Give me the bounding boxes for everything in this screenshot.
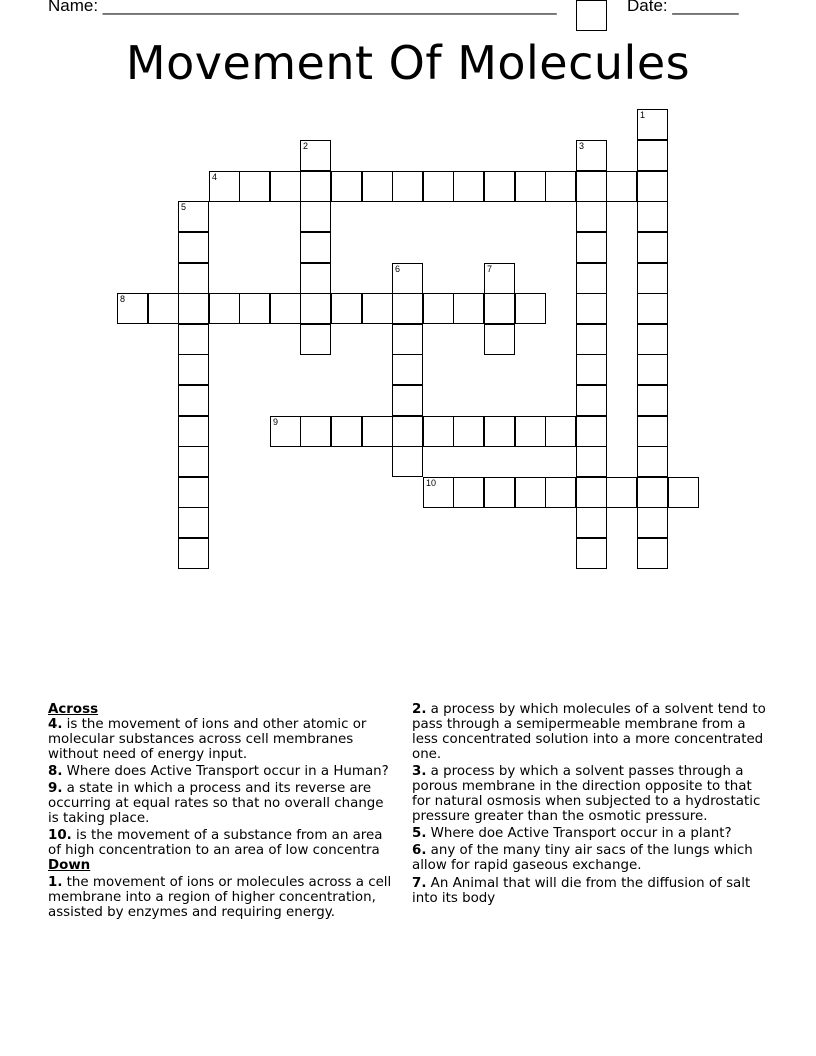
grid-cell[interactable] xyxy=(637,171,668,202)
grid-cell[interactable] xyxy=(576,507,607,538)
grid-cell[interactable] xyxy=(423,293,454,324)
clue-number: 4 xyxy=(212,172,218,182)
grid-cell[interactable] xyxy=(515,477,546,508)
clue-column-right xyxy=(412,702,772,908)
down-clue-1: 1. the movement of ions or molecules across a cell membrane into a region of higher concentration, assisted by enzymes and requiring energy. xyxy=(48,875,392,920)
across-clue-10: 10. is the movement of a substance from an area of high concentration to an area of low concentra xyxy=(48,828,383,858)
grid-cell[interactable] xyxy=(178,324,209,355)
grid-cell[interactable] xyxy=(515,416,546,447)
clue-number: 10 xyxy=(426,478,437,488)
grid-cell[interactable] xyxy=(239,293,270,324)
clue-column-left xyxy=(48,702,398,922)
grid-cell[interactable] xyxy=(484,263,515,294)
grid-cell[interactable] xyxy=(576,0,607,31)
grid-cell[interactable] xyxy=(423,477,454,508)
grid-cell[interactable] xyxy=(331,293,362,324)
grid-cell[interactable] xyxy=(576,201,607,232)
grid-cell[interactable] xyxy=(300,140,331,171)
grid-cell[interactable] xyxy=(484,171,515,202)
grid-cell[interactable] xyxy=(545,477,576,508)
grid-cell[interactable] xyxy=(178,477,209,508)
grid-cell[interactable] xyxy=(637,416,668,447)
down-clue-6: 6. any of the many tiny air sacs of the lungs which allow for rapid gaseous exchange. xyxy=(412,843,753,873)
grid-cell[interactable] xyxy=(300,263,331,294)
grid-cell[interactable] xyxy=(637,293,668,324)
grid-cell[interactable] xyxy=(362,171,393,202)
grid-cell[interactable] xyxy=(178,232,209,263)
grid-cell[interactable] xyxy=(117,293,148,324)
grid-cell[interactable] xyxy=(300,416,331,447)
grid-cell[interactable] xyxy=(453,293,484,324)
name-field-label: Name: ________________________________________________ xyxy=(48,0,557,15)
grid-cell[interactable] xyxy=(484,416,515,447)
grid-cell[interactable] xyxy=(576,140,607,171)
grid-cell[interactable] xyxy=(545,416,576,447)
grid-cell[interactable] xyxy=(300,201,331,232)
grid-cell[interactable] xyxy=(300,293,331,324)
grid-cell[interactable] xyxy=(178,293,209,324)
grid-cell[interactable] xyxy=(178,416,209,447)
grid-cell[interactable] xyxy=(453,171,484,202)
down-clue-7: 7. An Animal that will die from the diffusion of salt into its body xyxy=(412,876,751,906)
grid-cell[interactable] xyxy=(362,416,393,447)
across-heading: Across xyxy=(48,702,99,717)
grid-cell[interactable] xyxy=(300,324,331,355)
grid-cell[interactable] xyxy=(362,293,393,324)
grid-cell[interactable] xyxy=(637,507,668,538)
across-clue-4: 4. is the movement of ions and other atomic or molecular substances across cell membranes without need of energy input. xyxy=(48,717,367,762)
grid-cell[interactable] xyxy=(576,416,607,447)
clue-number: 6 xyxy=(395,264,401,274)
down-heading: Down xyxy=(48,858,91,873)
grid-cell[interactable] xyxy=(148,293,179,324)
across-clue-9: 9. a state in which a process and its reverse are occurring at equal rates so that no overall change is taking place. xyxy=(48,781,384,826)
grid-cell[interactable] xyxy=(178,385,209,416)
grid-cell[interactable] xyxy=(178,201,209,232)
grid-cell[interactable] xyxy=(178,538,209,569)
across-clue-8: 8. Where does Active Transport occur in a Human? xyxy=(48,764,389,779)
grid-cell[interactable] xyxy=(637,232,668,263)
grid-cell[interactable] xyxy=(300,232,331,263)
grid-cell[interactable] xyxy=(576,385,607,416)
grid-cell[interactable] xyxy=(392,385,423,416)
grid-cell[interactable] xyxy=(545,171,576,202)
grid-cell[interactable] xyxy=(209,171,240,202)
grid-cell[interactable] xyxy=(178,507,209,538)
grid-cell[interactable] xyxy=(576,324,607,355)
grid-cell[interactable] xyxy=(423,171,454,202)
grid-cell[interactable] xyxy=(668,477,699,508)
grid-cell[interactable] xyxy=(576,293,607,324)
grid-cell[interactable] xyxy=(576,232,607,263)
grid-cell[interactable] xyxy=(484,477,515,508)
grid-cell[interactable] xyxy=(637,354,668,385)
grid-cell[interactable] xyxy=(515,293,546,324)
clue-number: 9 xyxy=(273,417,279,427)
grid-cell[interactable] xyxy=(576,477,607,508)
grid-cell[interactable] xyxy=(637,109,668,140)
grid-cell[interactable] xyxy=(637,140,668,171)
grid-cell[interactable] xyxy=(392,263,423,294)
clue-number: 1 xyxy=(640,110,646,120)
grid-cell[interactable] xyxy=(453,477,484,508)
grid-cell[interactable] xyxy=(392,171,423,202)
grid-cell[interactable] xyxy=(576,171,607,202)
grid-cell[interactable] xyxy=(637,538,668,569)
clue-number: 8 xyxy=(120,294,126,304)
grid-cell[interactable] xyxy=(178,263,209,294)
grid-cell[interactable] xyxy=(484,293,515,324)
grid-cell[interactable] xyxy=(637,201,668,232)
date-field-label: Date: _______ xyxy=(627,0,739,15)
grid-cell[interactable] xyxy=(637,477,668,508)
grid-cell[interactable] xyxy=(270,293,301,324)
grid-cell[interactable] xyxy=(576,538,607,569)
grid-cell[interactable] xyxy=(178,446,209,477)
grid-cell[interactable] xyxy=(270,171,301,202)
grid-cell[interactable] xyxy=(331,416,362,447)
grid-cell[interactable] xyxy=(637,324,668,355)
grid-cell[interactable] xyxy=(637,446,668,477)
down-clue-2: 2. a process by which molecules of a solvent tend to pass through a semipermeable membrane from a less concentrated solution into a more concentrated one. xyxy=(412,702,766,762)
grid-cell[interactable] xyxy=(270,416,301,447)
clue-number: 7 xyxy=(487,264,493,274)
down-clue-3: 3. a process by which a solvent passes through a porous membrane in the direction opposite to that for natural osmosis when subjected to a hydrostatic pressure greater than the osmotic pressure. xyxy=(412,764,761,824)
grid-cell[interactable] xyxy=(392,293,423,324)
clue-number: 2 xyxy=(303,141,309,151)
clue-number: 5 xyxy=(181,202,187,212)
clue-number: 3 xyxy=(579,141,585,151)
grid-cell[interactable] xyxy=(637,263,668,294)
grid-cell[interactable] xyxy=(576,446,607,477)
grid-cell[interactable] xyxy=(423,416,454,447)
puzzle-title: Movement Of Molecules xyxy=(125,36,691,90)
grid-cell[interactable] xyxy=(515,171,546,202)
grid-cell[interactable] xyxy=(331,171,362,202)
grid-cell[interactable] xyxy=(209,293,240,324)
down-clue-5: 5. Where doe Active Transport occur in a plant? xyxy=(412,826,732,841)
grid-cell[interactable] xyxy=(392,416,423,447)
grid-cell[interactable] xyxy=(576,354,607,385)
grid-cell[interactable] xyxy=(453,416,484,447)
grid-cell[interactable] xyxy=(576,263,607,294)
grid-cell[interactable] xyxy=(239,171,270,202)
grid-cell[interactable] xyxy=(606,477,637,508)
grid-cell[interactable] xyxy=(178,354,209,385)
grid-cell[interactable] xyxy=(392,354,423,385)
grid-cell[interactable] xyxy=(300,171,331,202)
grid-cell[interactable] xyxy=(484,324,515,355)
grid-cell[interactable] xyxy=(606,171,637,202)
grid-cell[interactable] xyxy=(392,324,423,355)
grid-cell[interactable] xyxy=(637,385,668,416)
grid-cell[interactable] xyxy=(392,446,423,477)
